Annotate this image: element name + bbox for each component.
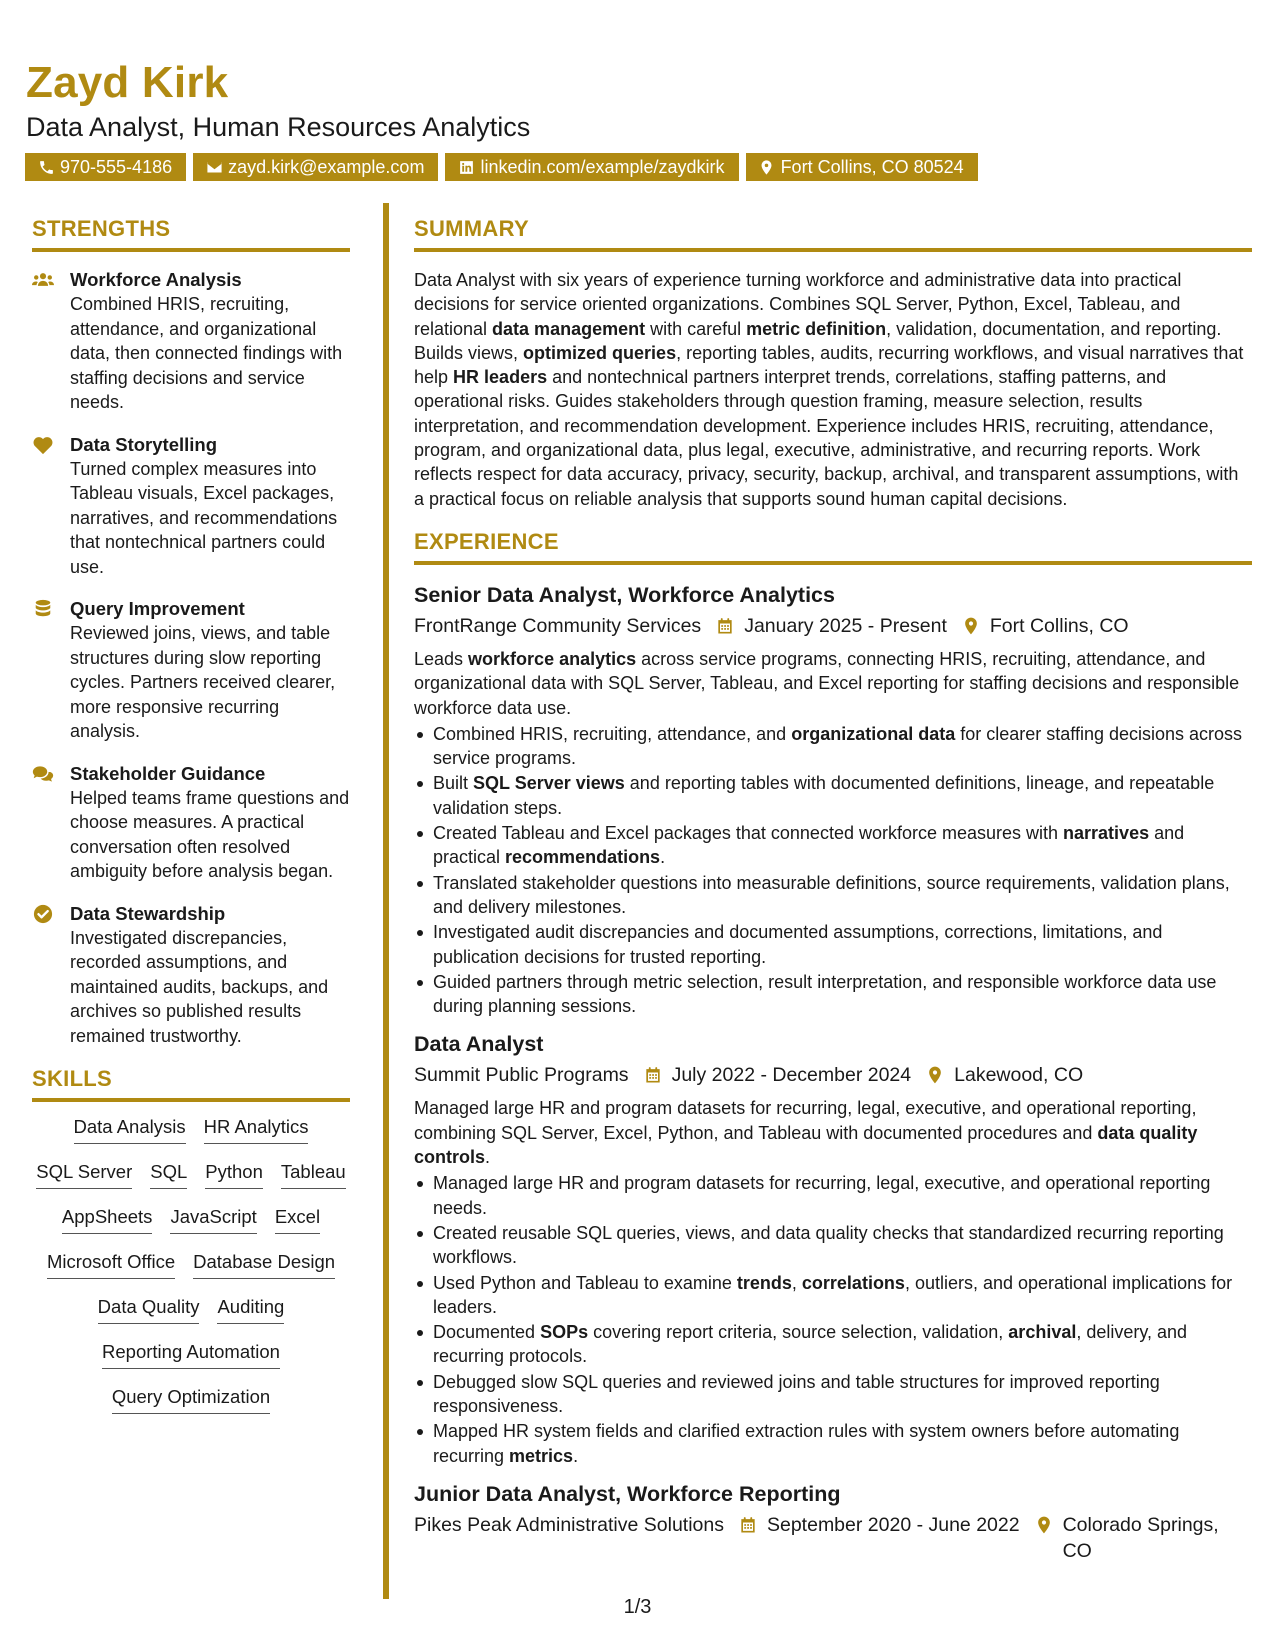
- skill-tag: SQL Server: [36, 1161, 132, 1189]
- job-location: Lakewood, CO: [954, 1064, 1084, 1087]
- job-bullet: Mapped HR system fields and clarified extraction rules with system owners before automating recurring metrics.: [414, 1419, 1252, 1468]
- strength-item: [32, 433, 350, 580]
- skill-row: [32, 1206, 350, 1251]
- job-location: Colorado Springs, CO: [1062, 1513, 1219, 1562]
- database-icon: [32, 597, 70, 744]
- skill-row: [32, 1116, 350, 1161]
- emphasis-text: optimized queries: [523, 342, 677, 363]
- map-pin-icon: [961, 616, 981, 636]
- contact-linkedin[interactable]: [445, 153, 738, 181]
- strength-title: Workforce Analysis: [70, 269, 242, 290]
- strength-text: Helped teams frame questions and choose measures. A practical conversation often resolved ambiguity before analysis began.: [70, 787, 350, 881]
- skill-row: [32, 1251, 350, 1296]
- comments-icon: [32, 762, 70, 884]
- contact-phone[interactable]: [25, 153, 186, 181]
- emphasis-text: SOPs: [540, 1322, 589, 1343]
- skill-tag: SQL: [150, 1161, 187, 1189]
- contact-email[interactable]: [193, 153, 438, 181]
- emphasis-text: archival: [1008, 1322, 1077, 1343]
- emphasis-text: organizational data: [791, 723, 956, 744]
- job-bullet: Created reusable SQL queries, views, and data quality checks that standardized recurring reporting workflows.: [414, 1221, 1252, 1270]
- heart-icon: [32, 433, 70, 580]
- emphasis-text: metric definition: [746, 318, 887, 339]
- contact-location: [746, 153, 978, 181]
- phone-icon: [37, 158, 55, 176]
- job-bullet: Used Python and Tableau to examine trends, correlations, outliers, and operational implications for leaders.: [414, 1271, 1252, 1320]
- skills-list: [32, 1116, 350, 1431]
- calendar-icon: [643, 1065, 663, 1085]
- skill-tag: Auditing: [217, 1296, 284, 1324]
- strength-item: [32, 268, 350, 415]
- skill-tag: Reporting Automation: [102, 1341, 280, 1369]
- job-bullets: [414, 1171, 1252, 1468]
- skill-tag: Data Quality: [98, 1296, 200, 1324]
- users-icon: [32, 268, 70, 415]
- job-bullet: Guided partners through metric selection, result interpretation, and responsible workforce data use during planning sessions.: [414, 970, 1252, 1019]
- strength-text: Turned complex measures into Tableau visuals, Excel packages, narratives, and recommendations that nontechnical partners could use.: [70, 458, 338, 577]
- summary-heading: SUMMARY: [414, 216, 1252, 252]
- skill-tag: Excel: [275, 1206, 320, 1234]
- skill-tag: Query Optimization: [112, 1386, 270, 1414]
- job-location: Fort Collins, CO: [989, 614, 1129, 637]
- job-meta: [414, 1512, 1252, 1564]
- strength-item: [32, 597, 350, 744]
- map-pin-icon: [925, 1065, 945, 1085]
- job-company: Pikes Peak Administrative Solutions: [414, 1513, 724, 1536]
- job-dates: July 2022 - December 2024: [671, 1064, 912, 1087]
- candidate-name: Zayd Kirk: [26, 58, 229, 107]
- job-entry: [414, 1480, 1252, 1564]
- contact-location-text: Fort Collins, CO 80524: [780, 156, 964, 177]
- job-entry: [414, 581, 1252, 1018]
- job-title: Senior Data Analyst, Workforce Analytics: [414, 582, 835, 607]
- candidate-title: Data Analyst, Human Resources Analytics: [26, 112, 531, 142]
- left-column: [32, 216, 350, 1431]
- experience-list: [414, 581, 1252, 1564]
- emphasis-text: narratives: [1063, 823, 1150, 844]
- emphasis-text: HR leaders: [453, 367, 548, 388]
- emphasis-text: data quality controls: [414, 1122, 1198, 1168]
- job-bullet: Managed large HR and program datasets for recurring, legal, executive, and operational reporting needs.: [414, 1171, 1252, 1220]
- strength-text: Reviewed joins, views, and table structures during slow reporting cycles. Partners received clearer, more responsive recurring analysis.: [70, 623, 336, 741]
- linkedin-icon: [457, 158, 475, 176]
- skill-row: [32, 1341, 350, 1386]
- skill-tag: Python: [205, 1161, 263, 1189]
- job-bullet: Combined HRIS, recruiting, attendance, and organizational data for clearer staffing decisions across service programs.: [414, 722, 1252, 771]
- contact-linkedin-text: linkedin.com/example/zaydkirk: [480, 156, 725, 177]
- job-description: Leads workforce analytics across service programs, connecting HRIS, recruiting, attendance, and organizational data with SQL Server, Tableau, and Excel reporting for staffing decisions and responsible workforce data use.: [414, 648, 1240, 718]
- emphasis-text: correlations: [801, 1272, 905, 1293]
- job-bullet: Documented SOPs covering report criteria, source selection, validation, archival, delivery, and recurring protocols.: [414, 1320, 1252, 1369]
- page-number: 1/3: [623, 1596, 652, 1618]
- calendar-icon: [738, 1515, 758, 1535]
- skill-tag: Tableau: [281, 1161, 346, 1189]
- column-divider: [383, 203, 389, 1599]
- summary-text: Data Analyst with six years of experience turning workforce and administrative data into practical decisions for service oriented organizations. Combines SQL Server, Python, Excel, Tableau, and relational data management with careful metric definition, validation, documentation, and reporting. Builds views, optimized queries, reporting tables, audits, recurring workflows, and visual narratives that help HR leaders and nontechnical partners interpret trends, correlations, staffing patterns, and operational risks. Guides stakeholders through question framing, measure selection, results interpretation, and recommendation development. Experience includes HRIS, recruiting, attendance, program, and organizational data, plus legal, executive, administrative, and recurring reports. Work reflects respect for data accuracy, privacy, security, backup, archival, and transparent assumptions, with a practical focus on reliable analysis that supports sound human capital decisions.: [414, 270, 1244, 509]
- job-meta: [414, 1062, 1252, 1088]
- right-column: [414, 216, 1252, 1576]
- job-company: FrontRange Community Services: [414, 614, 702, 637]
- skill-tag: Database Design: [193, 1251, 335, 1279]
- emphasis-text: recommendations: [505, 847, 661, 868]
- job-title: Data Analyst: [414, 1032, 544, 1057]
- job-bullet: Translated stakeholder questions into measurable definitions, source requirements, validation plans, and delivery milestones.: [414, 871, 1252, 920]
- job-entry: [414, 1030, 1252, 1467]
- skill-row: [32, 1386, 350, 1431]
- strength-title: Data Storytelling: [70, 433, 217, 455]
- job-company: Summit Public Programs: [414, 1064, 629, 1087]
- skill-tag: AppSheets: [62, 1206, 153, 1234]
- job-title: Junior Data Analyst, Workforce Reporting: [414, 1481, 841, 1506]
- skill-tag: Microsoft Office: [47, 1251, 175, 1279]
- skills-heading: SKILLS: [32, 1066, 350, 1102]
- check-circle-icon: [32, 902, 70, 1049]
- job-dates: September 2020 - June 2022: [766, 1513, 1020, 1536]
- job-bullet: Built SQL Server views and reporting tables with documented definitions, lineage, and repeatable validation steps.: [414, 771, 1252, 820]
- strength-text: Investigated discrepancies, recorded assumptions, and maintained audits, backups, and archives so published results remained trustworthy.: [70, 927, 329, 1046]
- contact-email-text: zayd.kirk@example.com: [228, 156, 425, 177]
- strength-title: Stakeholder Guidance: [70, 762, 266, 784]
- map-pin-icon: [758, 158, 776, 176]
- strengths-heading: STRENGTHS: [32, 216, 350, 252]
- contact-phone-text: 970-555-4186: [60, 156, 173, 177]
- job-meta: [414, 613, 1252, 639]
- strength-item: [32, 762, 350, 884]
- skill-row: [32, 1296, 350, 1341]
- skill-row: [32, 1161, 350, 1206]
- job-dates: January 2025 - Present: [744, 614, 947, 637]
- strength-title: Query Improvement: [70, 598, 245, 619]
- job-description: Managed large HR and program datasets for recurring, legal, executive, and operational reporting, combining SQL Server, Excel, Python, and Tableau with documented procedures and data quality controls.: [414, 1098, 1198, 1168]
- job-bullet: Investigated audit discrepancies and documented assumptions, corrections, limitations, and publication decisions for trusted reporting.: [414, 920, 1252, 969]
- calendar-icon: [715, 616, 735, 636]
- job-bullet: Created Tableau and Excel packages that connected workforce measures with narratives and practical recommendations.: [414, 821, 1252, 870]
- contact-bar: [25, 153, 978, 181]
- experience-heading: EXPERIENCE: [414, 529, 1252, 565]
- strength-item: [32, 902, 350, 1049]
- job-bullet: Debugged slow SQL queries and reviewed joins and table structures for improved reporting responsiveness.: [414, 1370, 1252, 1419]
- emphasis-text: trends: [736, 1272, 792, 1293]
- emphasis-text: metrics: [509, 1445, 574, 1466]
- envelope-icon: [205, 158, 223, 176]
- emphasis-text: SQL Server views: [473, 773, 625, 794]
- skill-tag: JavaScript: [170, 1206, 256, 1234]
- skill-tag: HR Analytics: [204, 1116, 309, 1144]
- map-pin-icon: [1034, 1515, 1054, 1535]
- strength-title: Data Stewardship: [70, 902, 226, 924]
- skill-tag: Data Analysis: [74, 1116, 186, 1144]
- emphasis-text: data management: [492, 318, 646, 339]
- emphasis-text: workforce analytics: [468, 648, 637, 669]
- job-bullets: [414, 722, 1252, 1019]
- strength-text: Combined HRIS, recruiting, attendance, and organizational data, then connected findings with staffing decisions and service needs.: [70, 294, 343, 412]
